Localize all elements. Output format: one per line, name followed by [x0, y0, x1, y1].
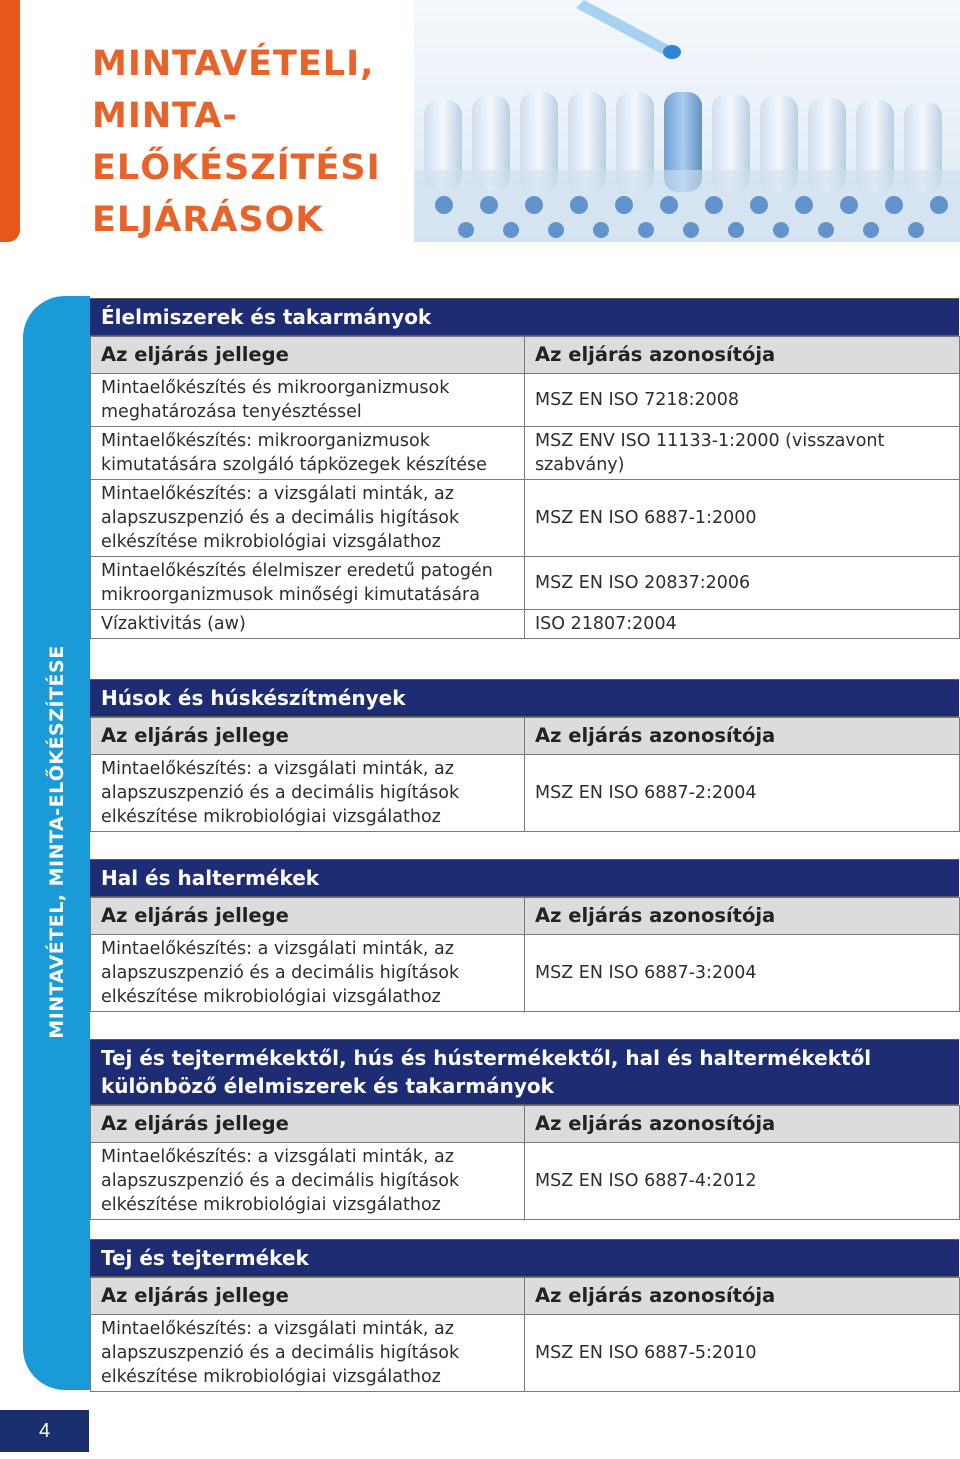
column-header: Az eljárás azonosítója	[525, 898, 960, 935]
table-row	[91, 480, 960, 557]
title-line: ELŐKÉSZÍTÉSI	[92, 148, 381, 188]
section-title: Húsok és húskészítmények	[90, 679, 959, 717]
table-header-row	[91, 337, 960, 374]
section-hal	[90, 859, 959, 1012]
procedure-cell: Mintaelőkészítés élelmiszer eredetű patogén mikroorganizmusok minőségi kimutatására	[91, 557, 525, 610]
title-line: ELJÁRÁSOK	[92, 200, 324, 240]
table-row	[91, 1315, 960, 1392]
column-header: Az eljárás jellege	[91, 1106, 525, 1143]
column-header: Az eljárás jellege	[91, 718, 525, 755]
column-header: Az eljárás azonosítója	[525, 1278, 960, 1315]
sidebar-label: MINTAVÉTEL, MINTA-ELŐKÉSZÍTÉSE	[46, 645, 68, 1039]
procedure-cell: Mintaelőkészítés: mikroorganizmusok kimutatására szolgáló tápközegek készítése	[91, 427, 525, 480]
page-title	[92, 38, 412, 246]
column-header: Az eljárás jellege	[91, 898, 525, 935]
standard-cell: MSZ ENV ISO 11133-1:2000 (visszavont szabvány)	[525, 427, 960, 480]
table-row	[91, 935, 960, 1012]
procedure-cell: Mintaelőkészítés: a vizsgálati minták, az alapszuszpenzió és a decimális higítások elkészítése mikrobiológiai vizsgálathoz	[91, 755, 525, 832]
section-husok	[90, 679, 959, 832]
standard-cell: MSZ EN ISO 20837:2006	[525, 557, 960, 610]
standard-cell: MSZ EN ISO 6887-3:2004	[525, 935, 960, 1012]
procedure-table	[90, 336, 960, 639]
section-egyeb	[90, 1039, 959, 1220]
table-header-row	[91, 1278, 960, 1315]
lab-test-tubes-photo	[414, 0, 960, 242]
procedure-cell: Mintaelőkészítés és mikroorganizmusok meghatározása tenyésztéssel	[91, 374, 525, 427]
column-header: Az eljárás azonosítója	[525, 718, 960, 755]
orange-accent-tab	[0, 0, 20, 242]
column-header: Az eljárás jellege	[91, 1278, 525, 1315]
table-row	[91, 374, 960, 427]
procedure-cell: Mintaelőkészítés: a vizsgálati minták, az alapszuszpenzió és a decimális higítások elkészítése mikrobiológiai vizsgálathoz	[91, 1143, 525, 1220]
table-header-row	[91, 1106, 960, 1143]
section-elelmiszerek	[90, 298, 959, 639]
standard-cell: MSZ EN ISO 7218:2008	[525, 374, 960, 427]
table-header-row	[91, 718, 960, 755]
table-header-row	[91, 898, 960, 935]
standard-cell: MSZ EN ISO 6887-2:2004	[525, 755, 960, 832]
title-line: MINTAVÉTELI,	[92, 44, 375, 84]
title-line: MINTA-	[92, 96, 238, 136]
procedure-table	[90, 1277, 960, 1392]
column-header: Az eljárás azonosítója	[525, 337, 960, 374]
procedure-cell: Mintaelőkészítés: a vizsgálati minták, az alapszuszpenzió és a decimális higítások elkészítése mikrobiológiai vizsgálathoz	[91, 480, 525, 557]
section-title: Hal és haltermékek	[90, 859, 959, 897]
standard-cell: MSZ EN ISO 6887-5:2010	[525, 1315, 960, 1392]
procedure-cell: Mintaelőkészítés: a vizsgálati minták, az alapszuszpenzió és a decimális higítások elkészítése mikrobiológiai vizsgálathoz	[91, 935, 525, 1012]
section-title: Tej és tejtermékektől, hús és hústermékektől, hal és haltermékektől különböző élelmiszerek és takarmányok	[90, 1039, 959, 1105]
column-header: Az eljárás azonosítója	[525, 1106, 960, 1143]
procedure-table	[90, 897, 960, 1012]
column-header: Az eljárás jellege	[91, 337, 525, 374]
standard-cell: MSZ EN ISO 6887-1:2000	[525, 480, 960, 557]
procedure-table	[90, 717, 960, 832]
section-title: Tej és tejtermékek	[90, 1239, 959, 1277]
table-row	[91, 610, 960, 639]
table-row	[91, 557, 960, 610]
section-tej	[90, 1239, 959, 1392]
section-title: Élelmiszerek és takarmányok	[90, 298, 959, 336]
table-row	[91, 427, 960, 480]
standard-cell: ISO 21807:2004	[525, 610, 960, 639]
procedure-table	[90, 1105, 960, 1220]
procedure-cell: Vízaktivitás (aw)	[91, 610, 525, 639]
table-row	[91, 1143, 960, 1220]
standard-cell: MSZ EN ISO 6887-4:2012	[525, 1143, 960, 1220]
page-number: 4	[0, 1410, 89, 1452]
table-row	[91, 755, 960, 832]
procedure-cell: Mintaelőkészítés: a vizsgálati minták, az alapszuszpenzió és a decimális higítások elkészítése mikrobiológiai vizsgálathoz	[91, 1315, 525, 1392]
